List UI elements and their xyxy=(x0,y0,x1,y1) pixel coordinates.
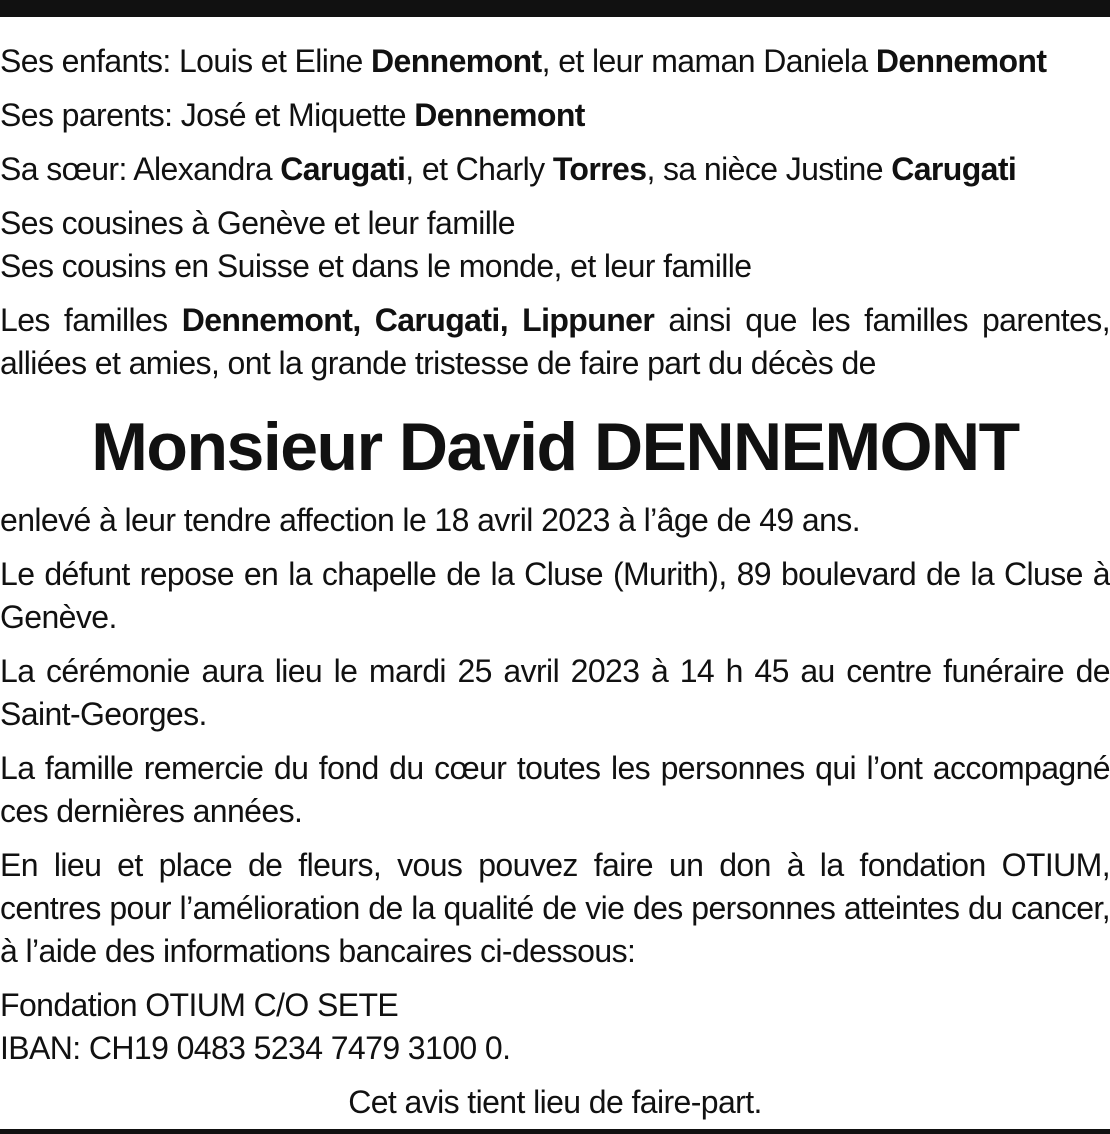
bank-recipient: Fondation OTIUM C/O SETE xyxy=(0,987,399,1023)
family-separator-2: , xyxy=(499,302,523,338)
ceremony-paragraph: La cérémonie aura lieu le mardi 25 avril 2023 à 14 h 45 au centre funéraire de Saint-Georges. xyxy=(0,653,1110,732)
thanks-paragraph: La famille remercie du fond du cœur toutes les personnes qui l’ont accompagné ces dernières années. xyxy=(0,750,1110,829)
families-text: Les familles xyxy=(0,302,182,338)
family-separator-1: , xyxy=(352,302,375,338)
family-name-1: Dennemont xyxy=(181,302,353,338)
parents-line xyxy=(0,94,1110,137)
parents-text: Ses parents: José et Miquette xyxy=(0,97,415,133)
donation-paragraph: En lieu et place de fleurs, vous pouvez faire un don à la fondation OTIUM, centres pour l’amélioration de la qualité de vie des personnes atteintes du cancer, à l’aide des informations bancaires ci-dessous: xyxy=(0,847,1110,969)
parents-surname: Dennemont xyxy=(414,97,585,133)
bank-iban: IBAN: CH19 0483 5234 7479 3100 0. xyxy=(0,1030,511,1066)
families-rest-text: ainsi que les familles parentes, xyxy=(654,302,1110,338)
sister-middle-text: , et Charly xyxy=(405,151,553,187)
family-name-2: Carugati xyxy=(374,302,500,338)
bottom-rule xyxy=(0,1129,1110,1134)
niece-surname: Carugati xyxy=(891,151,1017,187)
cousins-geneva-line: Ses cousines à Genève et leur famille xyxy=(0,205,515,241)
children-surname-1: Dennemont xyxy=(371,43,542,79)
children-middle-text: , et leur maman Daniela xyxy=(541,43,876,79)
passing-paragraph: enlevé à leur tendre affection le 18 avril 2023 à l’âge de 49 ans. xyxy=(0,502,860,538)
children-surname-2: Dennemont xyxy=(875,43,1047,79)
family-name-3: Lippuner xyxy=(522,302,655,338)
partner-surname: Torres xyxy=(552,151,647,187)
deceased-name: Monsieur David DENNEMONT xyxy=(91,409,1019,485)
children-text: Ses enfants: Louis et Eline xyxy=(0,43,371,79)
children-line xyxy=(0,40,1110,83)
sister-line xyxy=(0,148,1110,191)
cousins-world-line: Ses cousins en Suisse et dans le monde, et leur famille xyxy=(0,248,752,284)
families-line-2: alliées et amies, ont la grande tristesse de faire part du décès de xyxy=(0,345,876,381)
repose-paragraph: Le défunt repose en la chapelle de la Cluse (Murith), 89 boulevard de la Cluse à Genève. xyxy=(0,556,1110,635)
families-line-1 xyxy=(0,299,1110,342)
niece-text: , sa nièce Justine xyxy=(646,151,892,187)
closing-note: Cet avis tient lieu de faire-part. xyxy=(348,1084,762,1120)
sister-surname: Carugati xyxy=(280,151,406,187)
top-rule xyxy=(0,0,1110,17)
obituary-notice xyxy=(0,40,1110,1124)
sister-text: Sa sœur: Alexandra xyxy=(0,151,281,187)
